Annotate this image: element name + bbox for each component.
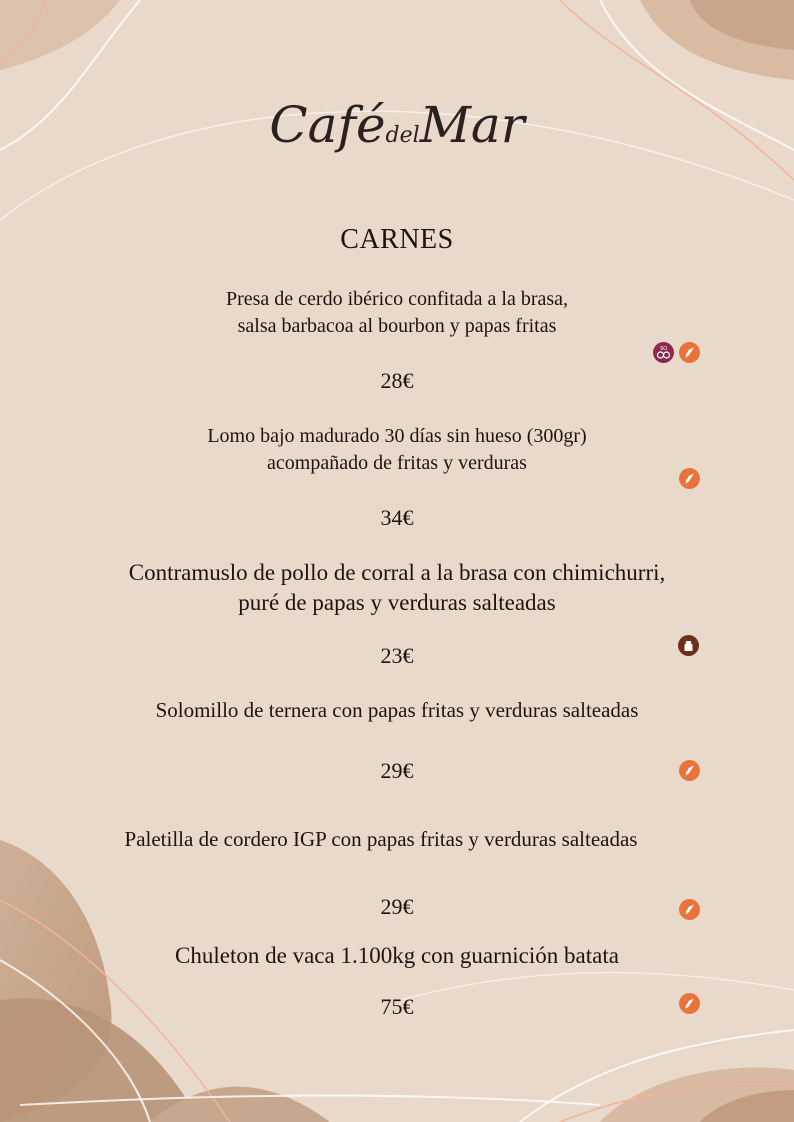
dish-price: 23€ [380,643,414,668]
gluten-icon [679,468,700,489]
brand-logo [0,70,794,180]
svg-text:CafédelMar: CafédelMar [269,96,525,154]
gluten-icon [679,342,700,363]
cafe-del-mar-logo [247,70,547,180]
dish-price: 29€ [380,758,414,783]
dish-price: 75€ [380,994,414,1019]
milk-icon [678,635,699,656]
dish-name: Solomillo de ternera con papas fritas y verduras salteadas [155,698,639,722]
gluten-icon [679,993,700,1014]
gluten-icon [679,899,700,920]
section-title: CARNES [340,224,454,255]
dish-name: Paletilla de cordero IGP con papas fritas y verduras salteadas [124,827,638,851]
dish-name: Contramuslo de pollo de corral a la brasa con chimichurri, puré de papas y verduras salteadas [128,560,666,615]
sulphites-icon [653,342,674,363]
svg-text:SO: SO [659,346,668,352]
dish-name: Chuleton de vaca 1.100kg con guarnición batata [175,943,619,968]
dish-name: Presa de cerdo ibérico confitada a la brasa, salsa barbacoa al bourbon y papas fritas [225,288,569,337]
gluten-icon [679,760,700,781]
dish-name: Lomo bajo madurado 30 días sin hueso (300gr) acompañado de fritas y verduras [207,425,587,474]
dish-price: 34€ [380,505,414,530]
dish-price: 29€ [380,894,414,919]
dish-price: 28€ [380,368,414,393]
